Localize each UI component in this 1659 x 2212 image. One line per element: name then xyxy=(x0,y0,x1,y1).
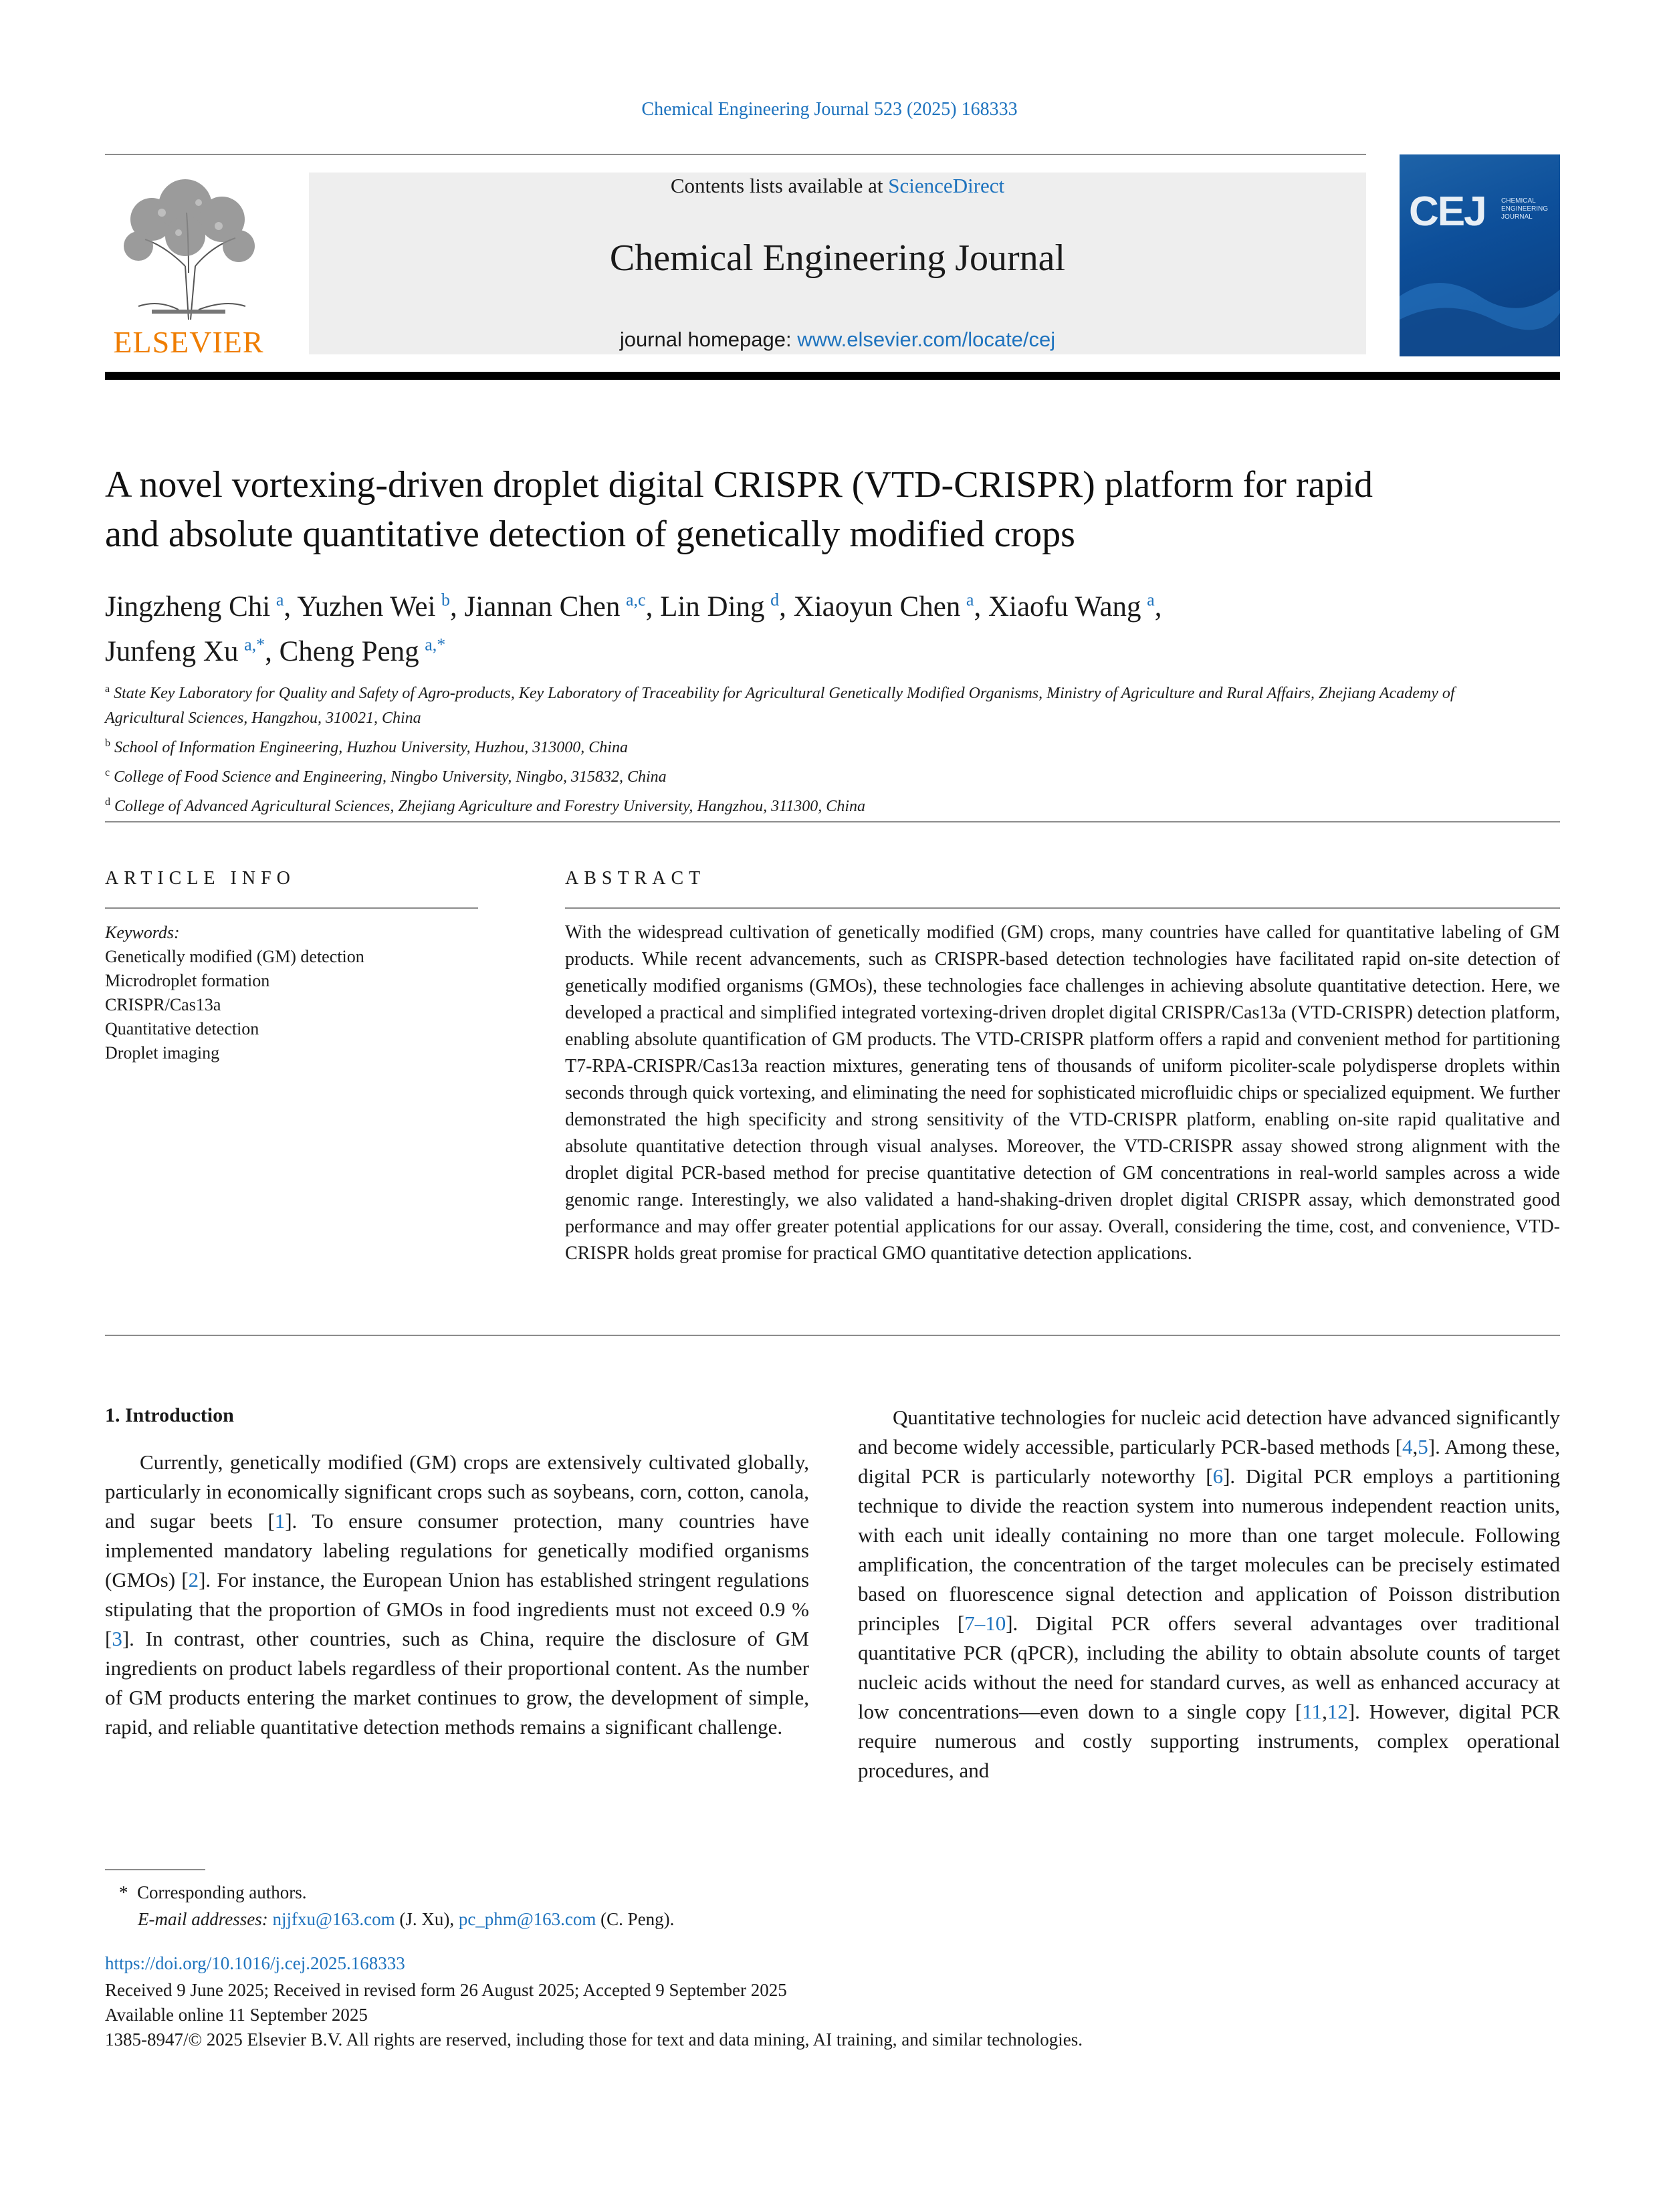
affiliation-sup: b xyxy=(105,738,110,749)
email-owner: (C. Peng). xyxy=(596,1909,675,1929)
citation-link[interactable]: 4 xyxy=(1402,1435,1413,1458)
citation-link[interactable]: 1 xyxy=(274,1509,286,1533)
author-name: Jingzheng Chi xyxy=(105,591,271,623)
keywords-block xyxy=(105,921,479,1065)
body-text: , xyxy=(1412,1435,1418,1458)
citation-link[interactable]: 6 xyxy=(1212,1464,1224,1488)
abstract-heading: ABSTRACT xyxy=(565,868,706,889)
introduction-heading: 1. Introduction xyxy=(105,1404,234,1426)
email-link[interactable]: njjfxu@163.com xyxy=(272,1909,395,1929)
body-text: ]. Among these, digital PCR is particularly noteworthy [ xyxy=(858,1435,1560,1488)
journal-cover-thumbnail[interactable] xyxy=(1400,154,1560,356)
keyword: Microdroplet formation xyxy=(105,971,270,990)
author-name: Cheng Peng xyxy=(279,635,419,667)
body-text: Quantitative technologies for nucleic acid detection have advanced significantly and become widely accessible, particularly PCR-based methods [ xyxy=(858,1406,1560,1458)
journal-title: Chemical Engineering Journal xyxy=(609,237,1066,279)
author-sep: , xyxy=(1154,591,1162,623)
journal-banner xyxy=(309,173,1366,354)
affiliation xyxy=(105,731,1509,760)
publication-dates: Received 9 June 2025; Received in revised form 26 August 2025; Accepted 9 September 2025 xyxy=(105,1980,787,2000)
email-link[interactable]: pc_phm@163.com xyxy=(458,1909,596,1929)
footnote-text: Corresponding authors. xyxy=(137,1882,307,1902)
affiliation xyxy=(105,790,1509,819)
author-name: Lin Ding xyxy=(660,591,765,623)
affiliation-sup: a xyxy=(105,683,110,695)
body-text: , xyxy=(1322,1700,1327,1723)
homepage-prefix: journal homepage: xyxy=(619,328,798,351)
author-name: Junfeng Xu xyxy=(105,635,239,667)
corresponding-footnote xyxy=(119,1879,306,1906)
article-info-heading: ARTICLE INFO xyxy=(105,868,296,889)
citation-link[interactable]: 3 xyxy=(112,1627,122,1650)
abstract-text: With the widespread cultivation of genetically modified (GM) crops, many countries have called for quantitative labeling of GM products. While recent advancements, such as CRISPR-based detection technologies have facilitated rapid on-site detection of genetically modified organisms (GMOs), these technologies face challenges in achieving absolute quantitative detection. Here, we developed a practical and simplified integrated vortexing-driven droplet digital CRISPR/Cas13a (VTD-CRISPR) detection platform, enabling absolute quantification of GM products. The VTD-CRISPR platform offers a rapid and convenient method for partitioning T7-RPA-CRISPR/Cas13a reaction mixtures, generating tens of thousands of uniform picoliter-scale polydisperse droplets within seconds through quick vortexing, and eliminating the need for sophisticated microfluidic chips or specialized equipment. We further demonstrated the high specificity and strong sensitivity of the VTD-CRISPR platform, enabling on-site rapid qualitative and absolute quantitative detection through visual analyses. Moreover, the VTD-CRISPR assay showed strong alignment with the droplet digital PCR-based method for precise quantitative detection of GM concentrations in real-world samples across a wide genomic range. Interestingly, we also validated a hand-shaking-driven droplet digital CRISPR assay, which demonstrated good performance and may offer greater potential applications for our assay. Overall, considering the time, cost, and convenience, VTD-CRISPR holds great promise for practical GMO quantitative detection applications. xyxy=(565,922,1560,1264)
author-name: Xiaoyun Chen xyxy=(793,591,961,623)
abstract-bottom-rule xyxy=(105,1335,1560,1336)
citation-link[interactable]: 7–10 xyxy=(964,1612,1006,1635)
available-online: Available online 11 September 2025 xyxy=(105,2005,368,2025)
affiliation xyxy=(105,677,1509,731)
homepage-line xyxy=(309,328,1366,352)
author-sep: , xyxy=(450,591,465,623)
author-sup[interactable]: d xyxy=(770,590,780,610)
email-label: E-mail addresses: xyxy=(138,1909,268,1929)
citation-link[interactable]: 11 xyxy=(1302,1700,1323,1723)
abstract-rule xyxy=(565,907,1560,909)
author-name: Jiannan Chen xyxy=(464,591,621,623)
affiliation-text: School of Information Engineering, Huzhou University, Huzhou, 313000, China xyxy=(114,739,628,756)
author-sep: , xyxy=(284,591,298,623)
affiliation-list xyxy=(105,677,1509,819)
author-sep: , xyxy=(645,591,661,623)
author-sep: , xyxy=(265,635,280,667)
author-list xyxy=(105,582,1509,671)
homepage-link[interactable]: www.elsevier.com/locate/cej xyxy=(797,328,1056,351)
cover-abbrev: CEJ xyxy=(1409,189,1486,235)
affiliation xyxy=(105,760,1509,790)
author-sup[interactable]: a,c xyxy=(626,590,646,610)
author[interactable] xyxy=(280,636,446,667)
footnote-rule xyxy=(105,1869,205,1870)
author-sup[interactable]: a xyxy=(966,590,974,610)
introduction-paragraph-1 xyxy=(105,1448,809,1742)
keyword: CRISPR/Cas13a xyxy=(105,995,221,1014)
keyword: Quantitative detection xyxy=(105,1019,259,1038)
body-text: ]. For instance, the European Union has established stringent regulations stipulating that the proportion of GMOs in food ingredients must not exceed 0.9 % [ xyxy=(105,1568,810,1650)
author[interactable] xyxy=(660,591,794,623)
body-text: ]. Digital PCR employs a partitioning technique to divide the reaction system into numerous independent reaction units, with each unit ideally containing no more than one target molecule. Following amplification, the concentration of the target molecules can be precisely estimated based on fluorescence signal detection and application of Poisson distribution principles [ xyxy=(858,1464,1560,1635)
header-thick-rule xyxy=(105,372,1560,380)
contents-line xyxy=(309,174,1366,198)
article-title: A novel vortexing-driven droplet digital CRISPR (VTD-CRISPR) platform for rapid and absolute quantitative detection of genetically modified crops xyxy=(105,464,1373,555)
elsevier-tree-icon xyxy=(112,173,265,323)
author-name: Xiaofu Wang xyxy=(988,591,1141,623)
cover-wave-graphic xyxy=(1400,256,1560,356)
affiliation-text: College of Food Science and Engineering, Ningbo University, Ningbo, 315832, China xyxy=(114,768,667,786)
elsevier-logo[interactable] xyxy=(105,173,272,360)
email-footnote xyxy=(138,1906,674,1932)
introduction-paragraph-2 xyxy=(858,1403,1560,1785)
author[interactable] xyxy=(794,591,988,623)
section-rule xyxy=(105,821,1560,822)
affiliation-sup: c xyxy=(105,767,110,778)
body-text: Currently, genetically modified (GM) crops are extensively cultivated globally, particularly in economically significant crops such as soybeans, corn, cotton, canola, and sugar beets [ xyxy=(105,1450,809,1533)
publisher-wordmark: ELSEVIER xyxy=(113,325,264,359)
body-text: ]. To ensure consumer protection, many countries have implemented mandatory labeling regulations for genetically modified organisms (GMOs) [ xyxy=(105,1509,809,1591)
body-text: ]. In contrast, other countries, such as China, require the disclosure of GM ingredients on product labels regardless of their proportional content. As the number of GM products entering the market continues to grow, the development of simple, rapid, and reliable quantitative detection methods remains a significant challenge. xyxy=(105,1627,809,1739)
email-owner: (J. Xu), xyxy=(395,1909,459,1929)
author-sup[interactable]: b xyxy=(441,590,451,610)
author-sep: , xyxy=(779,591,794,623)
sciencedirect-link[interactable]: ScienceDirect xyxy=(888,174,1005,197)
journal-reference[interactable]: Chemical Engineering Journal 523 (2025) 168333 xyxy=(641,99,1018,120)
author[interactable] xyxy=(988,591,1162,623)
affiliation-text: College of Advanced Agricultural Sciences, Zhejiang Agriculture and Forestry University, Hangzhou, 311300, China xyxy=(114,798,865,815)
citation-link[interactable]: 2 xyxy=(188,1568,199,1591)
cover-subtitle: CHEMICAL ENGINEERING JOURNAL xyxy=(1501,197,1549,221)
affiliation-text: State Key Laboratory for Quality and Safety of Agro-products, Key Laboratory of Traceability for Agricultural Genetically Modified Organisms, Ministry of Agriculture and Rural Affairs, Zhejiang Academy of Agricultural Sciences, Hangzhou, 310021, China xyxy=(105,685,1455,727)
author-name: Yuzhen Wei xyxy=(297,591,436,623)
citation-link[interactable]: 5 xyxy=(1418,1435,1428,1458)
affiliation-sup: d xyxy=(105,796,110,808)
header-rule xyxy=(105,154,1366,155)
copyright-notice: 1385-8947/© 2025 Elsevier B.V. All rights are reserved, including those for text and data mining, AI training, and similar technologies. xyxy=(105,2029,1083,2050)
author[interactable] xyxy=(465,591,661,623)
keyword: Droplet imaging xyxy=(105,1043,220,1063)
article-info-rule xyxy=(105,907,478,909)
citation-link[interactable]: 12 xyxy=(1327,1700,1348,1723)
keywords-label: Keywords: xyxy=(105,923,180,942)
author-sup[interactable]: a,* xyxy=(244,635,265,655)
contents-prefix: Contents lists available at xyxy=(670,174,889,197)
author[interactable] xyxy=(105,591,297,623)
keyword: Genetically modified (GM) detection xyxy=(105,947,364,966)
doi-link[interactable]: https://doi.org/10.1016/j.cej.2025.168333 xyxy=(105,1953,405,1973)
author-sup[interactable]: a xyxy=(275,590,284,610)
author-sup[interactable]: a xyxy=(1147,590,1155,610)
footnote-mark: * xyxy=(119,1882,128,1902)
author[interactable] xyxy=(105,636,280,667)
author-sep: , xyxy=(974,591,988,623)
body-text: ]. However, digital PCR require numerous and costly supporting instruments, complex operational procedures, and xyxy=(858,1700,1560,1782)
body-text: ]. Digital PCR offers several advantages over traditional quantitative PCR (qPCR), including the ability to obtain absolute counts of target nucleic acids without the need for standard curves, as well as enhanced accuracy at low concentrations—even down to a single copy [ xyxy=(858,1612,1560,1723)
author[interactable] xyxy=(297,591,464,623)
author-sup[interactable]: a,* xyxy=(425,635,446,655)
